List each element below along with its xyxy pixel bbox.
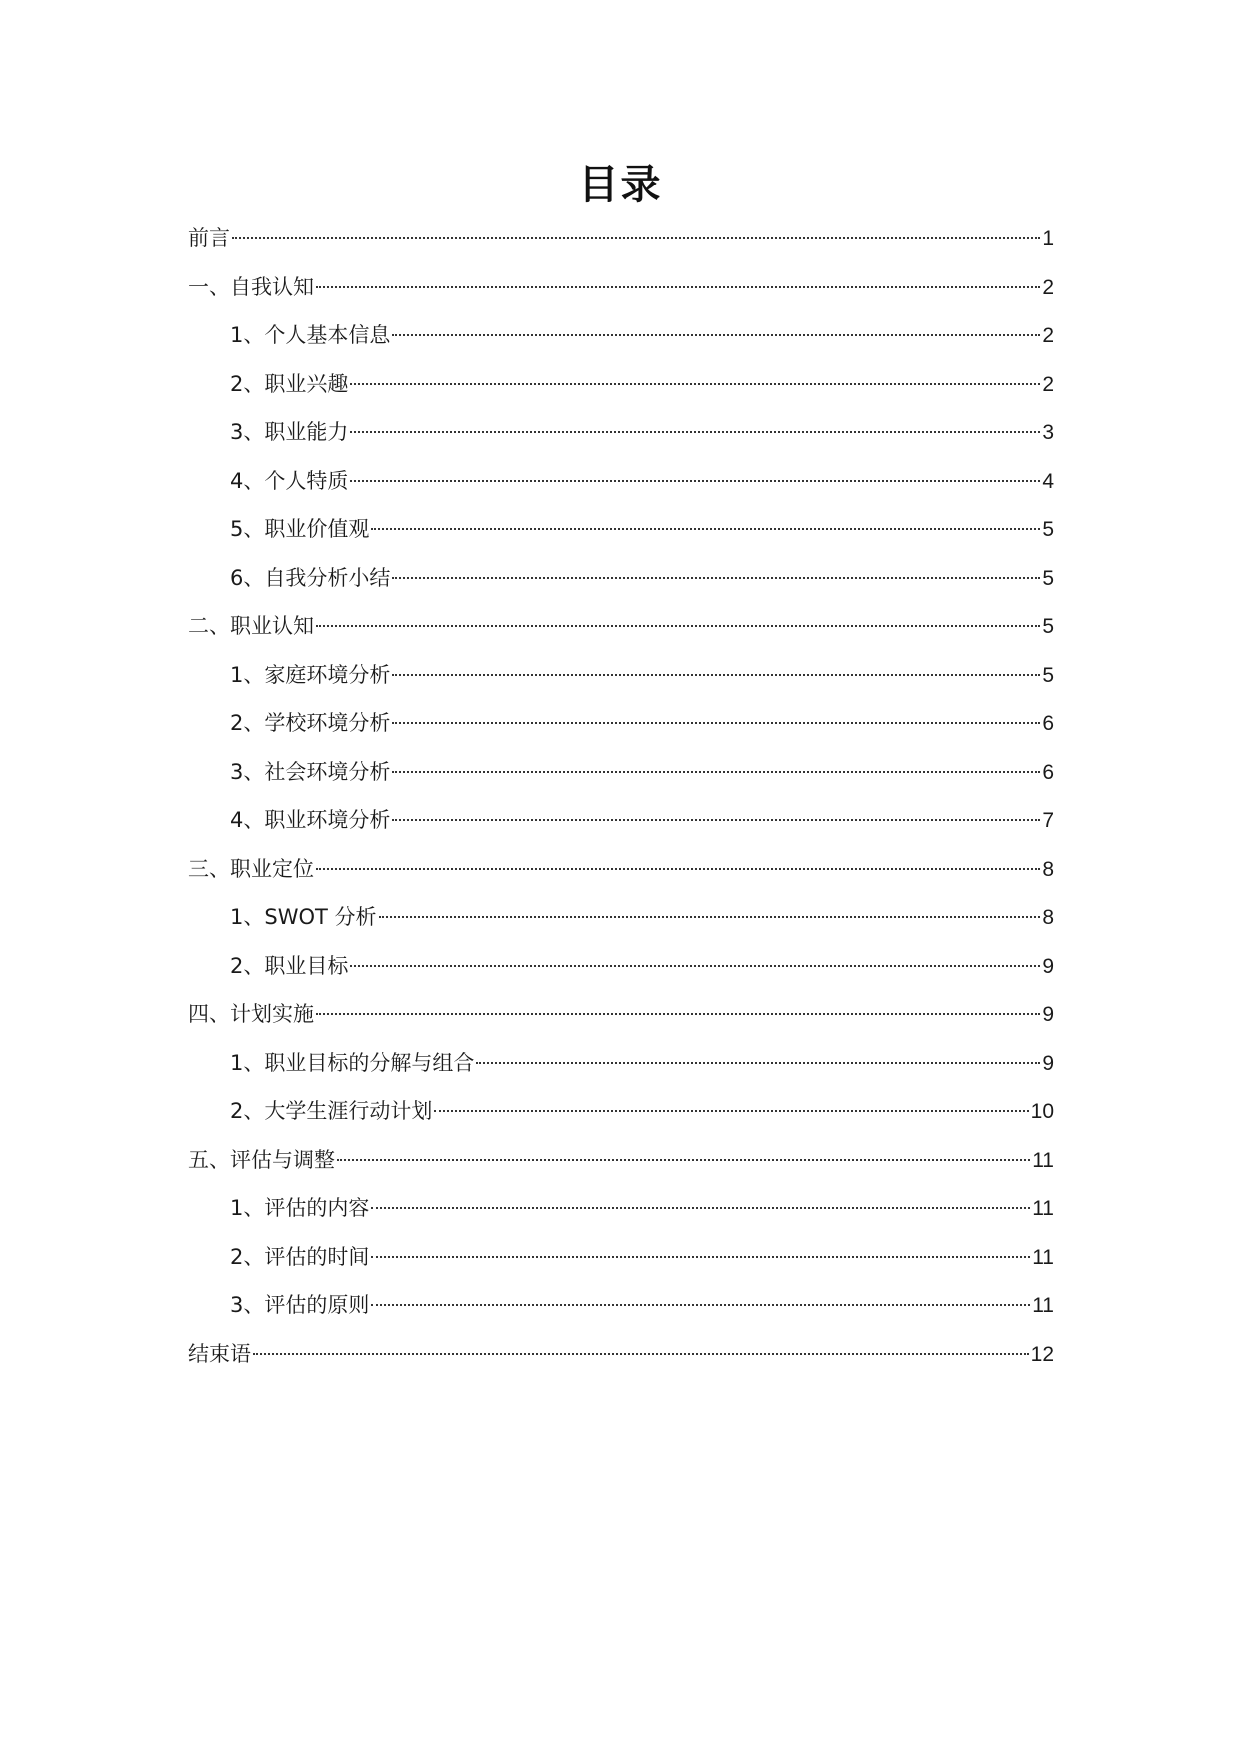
toc-entry[interactable]	[188, 319, 1054, 368]
toc-entry-page-number: 8	[1042, 857, 1054, 881]
toc-entry[interactable]	[188, 756, 1054, 805]
toc-entry-page-number: 9	[1042, 1051, 1054, 1075]
toc-entry-page-number: 5	[1042, 518, 1054, 541]
toc-entry-label: 四、计划实施	[188, 1002, 314, 1026]
toc-entry[interactable]	[188, 950, 1054, 999]
toc-entry[interactable]	[188, 465, 1054, 514]
toc-entry-label: 2、职业兴趣	[230, 371, 349, 396]
toc-entry[interactable]	[188, 562, 1054, 611]
toc-entry-page-number: 6	[1042, 712, 1054, 735]
dot-leader	[253, 1353, 1029, 1355]
toc-entry-page-number: 11	[1032, 1197, 1054, 1220]
toc-entry[interactable]	[188, 1095, 1054, 1144]
table-of-contents	[188, 222, 1054, 1386]
dot-leader	[379, 916, 1041, 918]
dot-leader	[316, 1013, 1040, 1015]
toc-entry-label: 3、社会环境分析	[230, 759, 391, 784]
toc-entry[interactable]	[188, 853, 1054, 902]
toc-entry-page-number: 8	[1042, 906, 1054, 929]
toc-entry-page-number: 9	[1042, 954, 1054, 978]
dot-leader	[392, 334, 1040, 336]
toc-entry-label: 4、职业环境分析	[230, 808, 391, 832]
dot-leader	[371, 528, 1040, 530]
toc-entry[interactable]	[188, 368, 1054, 417]
toc-entry-label: 1、个人基本信息	[230, 323, 391, 347]
toc-entry-label: 1、家庭环境分析	[230, 662, 391, 687]
toc-entry[interactable]	[188, 707, 1054, 756]
toc-entry[interactable]	[188, 1192, 1054, 1241]
toc-entry-label: 二、职业认知	[188, 614, 314, 638]
dot-leader	[476, 1062, 1040, 1064]
toc-entry-page-number: 11	[1032, 1294, 1054, 1317]
toc-entry-page-number: 12	[1030, 1342, 1054, 1366]
toc-entry-page-number: 5	[1042, 663, 1054, 687]
toc-entry-page-number: 2	[1042, 372, 1054, 396]
toc-entry-page-number: 5	[1042, 566, 1054, 590]
toc-entry-label: 2、职业目标	[230, 953, 349, 978]
toc-entry-label: 4、个人特质	[230, 468, 349, 493]
toc-entry-label: 2、学校环境分析	[230, 711, 391, 735]
toc-entry-label: 6、自我分析小结	[230, 565, 391, 590]
toc-entry-label: 3、评估的原则	[230, 1293, 370, 1317]
dot-leader	[337, 1159, 1030, 1161]
toc-entry[interactable]	[188, 271, 1054, 320]
toc-entry-page-number: 1	[1042, 227, 1054, 250]
toc-entry-label: 2、大学生涯行动计划	[230, 1099, 433, 1123]
dot-leader	[350, 431, 1040, 433]
dot-leader	[350, 965, 1040, 967]
dot-leader	[350, 480, 1040, 482]
toc-entry[interactable]	[188, 416, 1054, 465]
toc-entry-label: 五、评估与调整	[188, 1147, 335, 1172]
toc-entry[interactable]	[188, 901, 1054, 950]
toc-entry-label: 前言	[188, 226, 230, 250]
toc-entry-page-number: 5	[1042, 615, 1054, 638]
dot-leader	[392, 819, 1040, 821]
dot-leader	[232, 237, 1040, 239]
toc-entry[interactable]	[188, 1338, 1054, 1387]
dot-leader	[371, 1304, 1030, 1306]
toc-entry-page-number: 3	[1042, 421, 1054, 444]
toc-entry[interactable]	[188, 513, 1054, 562]
toc-title: 目录	[578, 162, 663, 208]
toc-entry-label: 1、评估的内容	[230, 1196, 370, 1220]
dot-leader	[316, 868, 1040, 870]
dot-leader	[392, 577, 1040, 579]
toc-entry[interactable]	[188, 610, 1054, 659]
dot-leader	[316, 286, 1040, 288]
dot-leader	[316, 625, 1040, 627]
toc-entry[interactable]	[188, 1241, 1054, 1290]
dot-leader	[392, 771, 1040, 773]
dot-leader	[371, 1256, 1030, 1258]
toc-entry-page-number: 4	[1042, 469, 1054, 493]
toc-entry[interactable]	[188, 1047, 1054, 1096]
toc-entry-label: 三、职业定位	[188, 856, 314, 881]
dot-leader	[392, 674, 1040, 676]
toc-entry-label: 2、评估的时间	[230, 1244, 370, 1269]
dot-leader	[392, 722, 1040, 724]
toc-entry-label: 3、职业能力	[230, 420, 349, 444]
toc-entry-label: 1、SWOT 分析	[230, 905, 377, 929]
toc-entry-page-number: 7	[1042, 809, 1054, 832]
toc-entry-label: 5、职业价值观	[230, 517, 370, 541]
toc-entry-page-number: 11	[1032, 1245, 1054, 1269]
toc-entry-page-number: 2	[1042, 275, 1054, 299]
dot-leader	[371, 1207, 1030, 1209]
dot-leader	[350, 383, 1040, 385]
toc-entry-page-number: 9	[1042, 1003, 1054, 1026]
toc-entry[interactable]	[188, 1289, 1054, 1338]
toc-entry-label: 一、自我认知	[188, 274, 314, 299]
dot-leader	[434, 1110, 1028, 1112]
toc-entry-page-number: 2	[1042, 324, 1054, 347]
toc-entry[interactable]	[188, 804, 1054, 853]
toc-entry-label: 结束语	[188, 1341, 251, 1366]
toc-entry-page-number: 6	[1042, 760, 1054, 784]
toc-entry-page-number: 10	[1030, 1100, 1054, 1123]
toc-entry[interactable]	[188, 998, 1054, 1047]
toc-entry[interactable]	[188, 1144, 1054, 1193]
toc-entry[interactable]	[188, 222, 1054, 271]
toc-entry-label: 1、职业目标的分解与组合	[230, 1050, 475, 1075]
toc-entry[interactable]	[188, 659, 1054, 708]
toc-entry-page-number: 11	[1032, 1148, 1054, 1172]
